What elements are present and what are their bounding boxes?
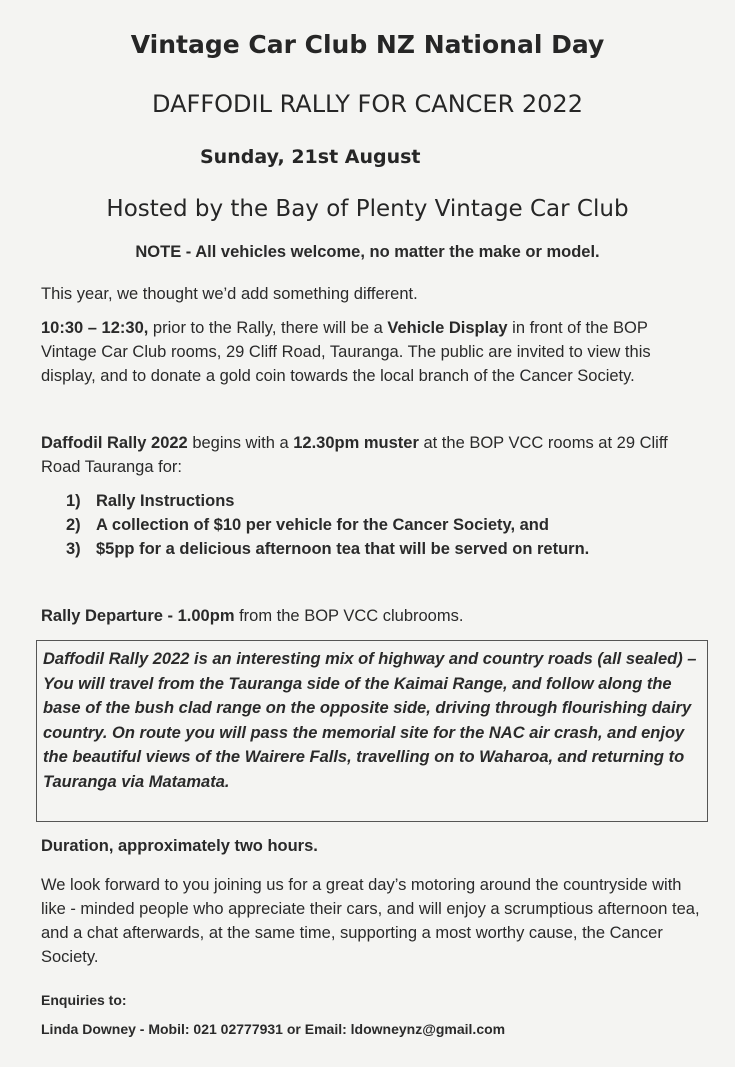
rally-title: DAFFODIL RALLY FOR CANCER 2022 (152, 90, 583, 118)
rally-name: Daffodil Rally 2022 (41, 434, 188, 452)
list-text: $5pp for a delicious afternoon tea that will be served on return. (96, 540, 590, 558)
rally-text-2: at the BOP VCC rooms at 29 Cliff Road Tauranga for: (41, 434, 668, 476)
note-line: NOTE - All vehicles welcome, no matter the make or model. (135, 243, 600, 261)
display-time: 10:30 – 12:30, (41, 319, 149, 337)
rally-list (66, 489, 706, 561)
list-item (66, 537, 706, 561)
event-date: Sunday, 21st August (200, 146, 421, 168)
display-paragraph (41, 316, 706, 388)
rally-paragraph (41, 431, 706, 479)
list-text: Rally Instructions (96, 492, 235, 510)
duration-line: Duration, approximately two hours. (41, 837, 318, 855)
rally-text-1: begins with a (187, 434, 294, 452)
route-box: Daffodil Rally 2022 is an interesting mix of highway and country roads (all sealed) – You will travel from the Tauranga side of the Kaimai Range, and follow along the base of the bush clad range on the opposite side, driving through flourishing dairy country. On route you will pass the memorial site for the NAC air crash, and enjoy the beautiful views of the Wairere Falls, travelling on to Waharoa, and returning to Tauranga via Matamata. (36, 640, 708, 822)
club-title: Vintage Car Club NZ National Day (130, 30, 605, 59)
host-line: Hosted by the Bay of Plenty Vintage Car Club (106, 196, 629, 222)
contact-line: Linda Downey - Mobil: 021 02777931 or Email: ldowneynz@gmail.com (41, 1021, 506, 1037)
muster-time: 12.30pm muster (293, 434, 419, 452)
enquiries-label: Enquiries to: (41, 992, 127, 1008)
display-text-2: in front of the BOP Vintage Car Club rooms, 29 Cliff Road, Tauranga. The public are invited to view this display, and to donate a gold coin towards the local branch of the Cancer Society. (41, 319, 651, 385)
closing-paragraph: We look forward to you joining us for a great day’s motoring around the countryside with like - minded people who appreciate their cars, and will enjoy a scrumptious afternoon tea, and a chat afterwards, at the same time, supporting a most worthy cause, the Cancer Society. (41, 876, 700, 966)
list-item (66, 513, 706, 537)
list-item (66, 489, 706, 513)
departure-text: from the BOP VCC clubrooms. (234, 607, 464, 625)
departure-label: Rally Departure - 1.00pm (41, 607, 235, 625)
vehicle-display-label: Vehicle Display (387, 319, 508, 337)
departure-paragraph (41, 604, 706, 628)
intro-paragraph: This year, we thought we’d add something different. (41, 285, 418, 303)
list-number: 3) (66, 540, 81, 558)
display-text-1: prior to the Rally, there will be a (148, 319, 388, 337)
list-number: 1) (66, 492, 81, 510)
list-text: A collection of $10 per vehicle for the Cancer Society, and (96, 516, 549, 534)
list-number: 2) (66, 516, 81, 534)
